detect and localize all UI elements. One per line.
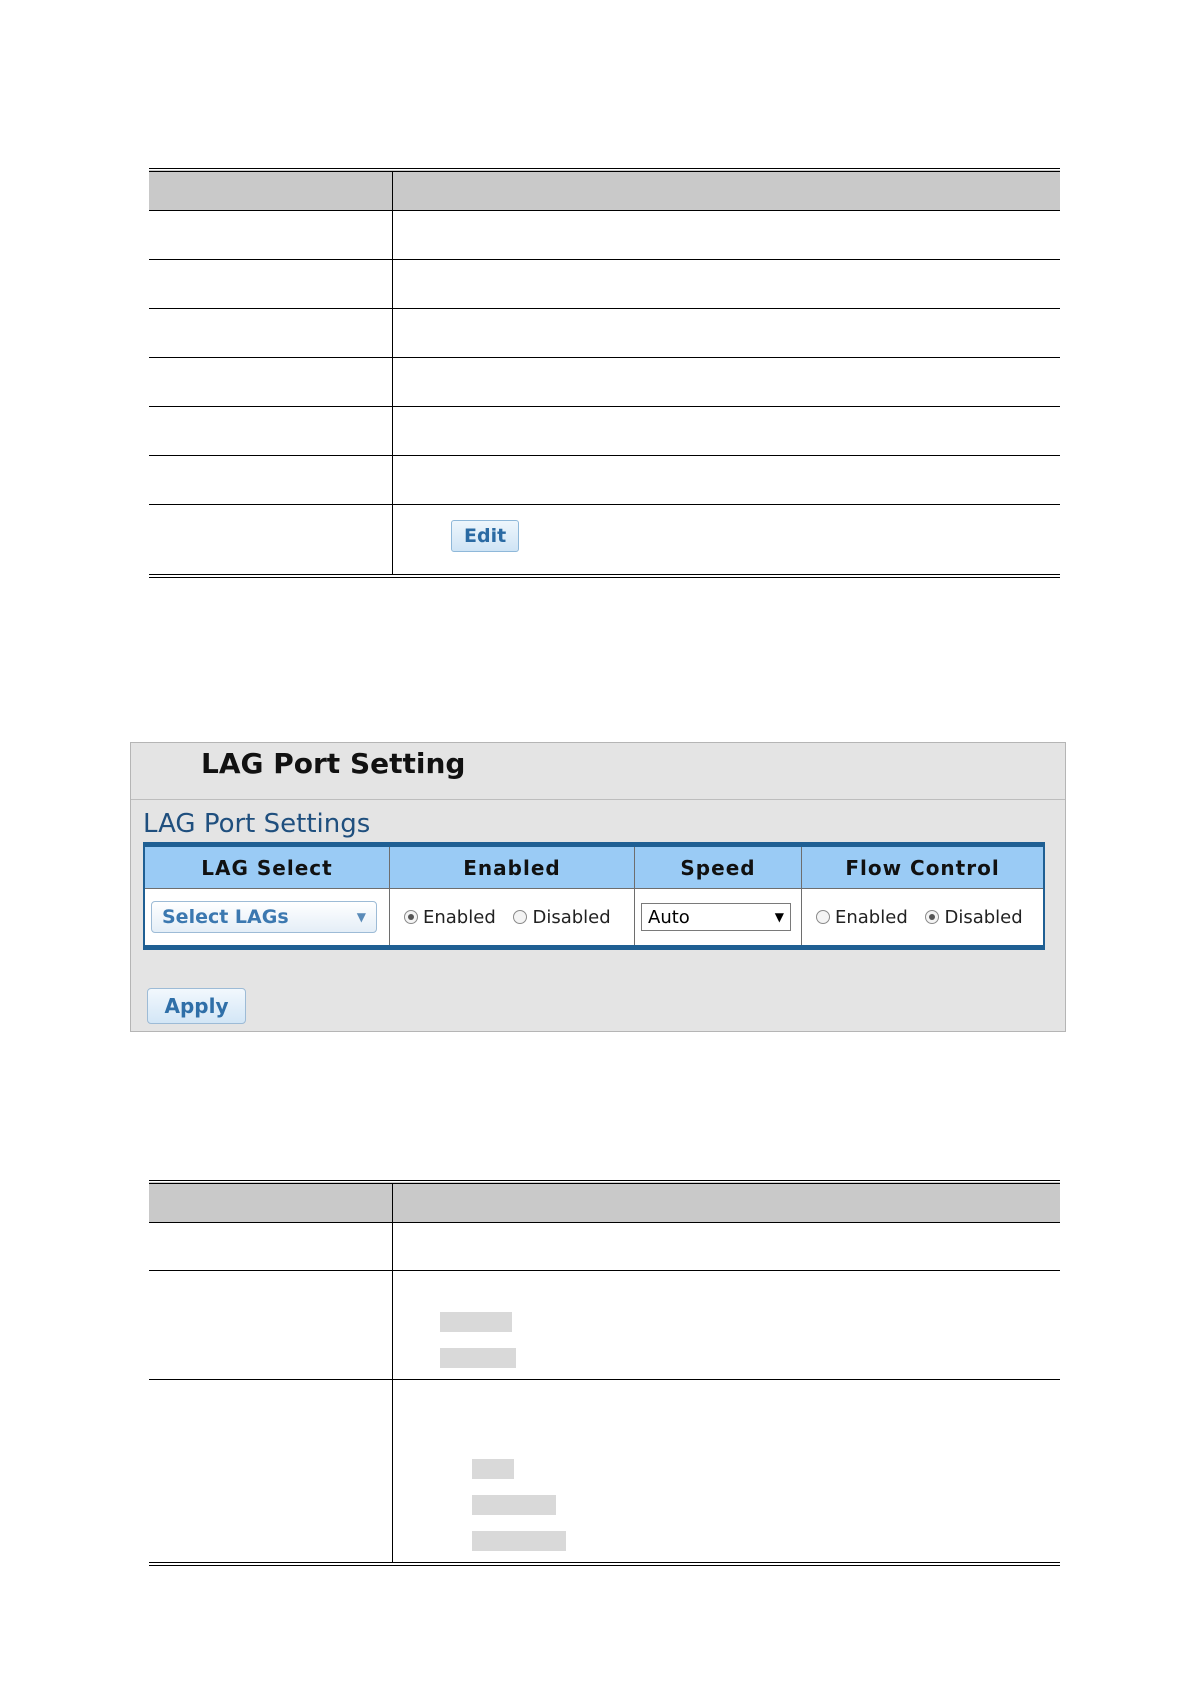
flow-control-radio-enabled[interactable] <box>816 910 830 924</box>
column-enabled: Enabled <box>390 845 635 889</box>
table-row <box>149 1222 1060 1270</box>
row-desc <box>393 1222 1061 1270</box>
table-header <box>144 845 1044 889</box>
row-param <box>149 1270 393 1379</box>
lag-port-setting-panel <box>130 742 1066 1032</box>
table-row-buttons <box>149 504 1060 576</box>
table-header <box>149 1182 1060 1222</box>
table-header <box>149 170 1060 210</box>
column-flow-control: Flow Control <box>802 845 1045 889</box>
header-cell-description <box>393 170 1061 210</box>
radio-label: Enabled <box>835 906 908 928</box>
table-row <box>149 210 1060 259</box>
row-desc <box>393 259 1061 308</box>
lag-select-cell <box>144 889 390 948</box>
speed-cell <box>635 889 802 948</box>
header-cell-description <box>393 1182 1061 1222</box>
highlight-chip <box>472 1531 566 1551</box>
table-row <box>149 455 1060 504</box>
row-param <box>149 357 393 406</box>
row-param <box>149 210 393 259</box>
lag-select-dropdown[interactable] <box>151 901 377 933</box>
enabled-radio-enabled[interactable] <box>404 910 418 924</box>
flow-control-radio-disabled[interactable] <box>925 910 939 924</box>
edit-button[interactable]: Edit <box>451 520 519 552</box>
radio-label: Enabled <box>423 906 496 928</box>
parameter-table-2 <box>149 1180 1060 1566</box>
header-cell-object <box>149 1182 393 1222</box>
speed-select[interactable] <box>641 903 791 931</box>
row-desc <box>393 308 1061 357</box>
highlight-chip <box>472 1495 556 1515</box>
enabled-radio-disabled[interactable] <box>513 910 527 924</box>
radio-label: Disabled <box>944 906 1023 928</box>
row-desc <box>393 455 1061 504</box>
row-param <box>149 1379 393 1564</box>
table-row <box>149 308 1060 357</box>
table-row <box>149 406 1060 455</box>
parameter-table-1 <box>149 168 1060 578</box>
section-title: LAG Port Settings <box>143 809 371 839</box>
lag-select-value: Select LAGs <box>162 906 289 928</box>
table-row <box>144 889 1044 948</box>
row-param <box>149 1222 393 1270</box>
row-desc <box>393 406 1061 455</box>
divider <box>131 799 1065 800</box>
row-desc <box>393 210 1061 259</box>
highlight-chip <box>440 1348 516 1368</box>
row-param <box>149 406 393 455</box>
row-param <box>149 504 393 576</box>
dropdown-arrow-icon: ▼ <box>774 910 784 924</box>
table-row <box>149 357 1060 406</box>
lag-port-settings-table <box>143 842 1045 950</box>
chevron-down-icon: ▼ <box>356 910 366 924</box>
highlight-chip <box>472 1459 514 1479</box>
highlight-chip <box>440 1312 512 1332</box>
speed-value: Auto <box>648 906 690 928</box>
radio-label: Disabled <box>532 906 611 928</box>
column-lag-select: LAG Select <box>144 845 390 889</box>
row-param <box>149 259 393 308</box>
row-param <box>149 455 393 504</box>
enabled-cell <box>390 889 635 948</box>
apply-button[interactable]: Apply <box>147 988 246 1024</box>
header-cell-object <box>149 170 393 210</box>
table-row <box>149 1379 1060 1564</box>
column-speed: Speed <box>635 845 802 889</box>
table-row <box>149 1270 1060 1379</box>
page-title: LAG Port Setting <box>201 747 466 780</box>
row-param <box>149 308 393 357</box>
row-desc <box>393 357 1061 406</box>
table-row <box>149 259 1060 308</box>
flow-control-cell <box>802 889 1045 948</box>
